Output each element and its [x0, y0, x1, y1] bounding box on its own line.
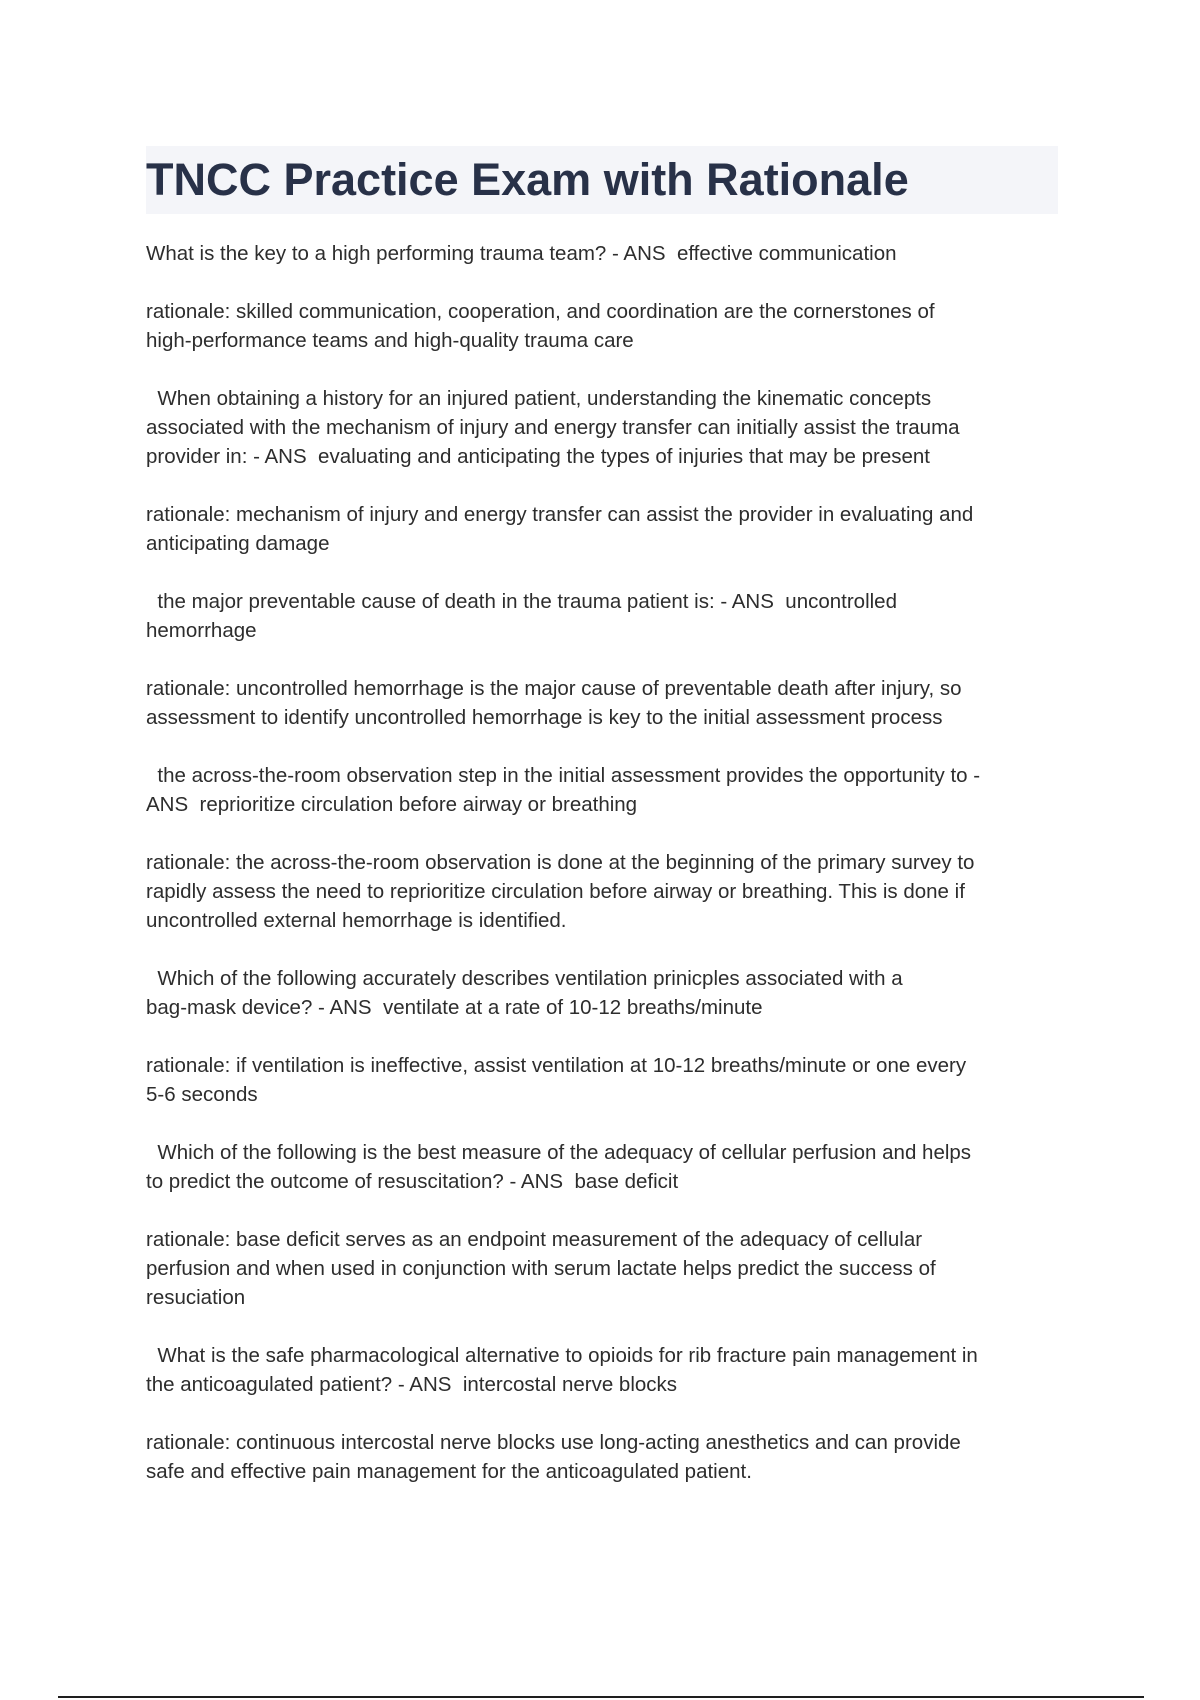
rationale-2: rationale: mechanism of injury and energy transfer can assist the provider in evaluating and anticipating damage [146, 503, 974, 555]
footer-divider [58, 1696, 1144, 1698]
rationale-4: rationale: the across-the-room observation is done at the beginning of the primary survey to rapidly assess the need to reprioritize circulation before airway or breathing. This is done if uncontrolled external hemorrhage is identified. [146, 851, 975, 932]
question-7: What is the safe pharmacological alternative to opioids for rib fracture pain management in the anticoagulated patient? - ANS intercostal nerve blocks [146, 1344, 978, 1396]
question-4: the across-the-room observation step in the initial assessment provides the opportunity to - ANS reprioritize circulation before airway or breathing [146, 764, 981, 816]
question-3: the major preventable cause of death in the trauma patient is: - ANS uncontrolled hemorrhage [146, 590, 897, 642]
rationale-1: rationale: skilled communication, cooperation, and coordination are the cornerstones of high-performance teams and high-quality trauma care [146, 300, 935, 352]
rationale-7: rationale: continuous intercostal nerve blocks use long-acting anesthetics and can provide safe and effective pain management for the anticoagulated patient. [146, 1431, 961, 1483]
question-5: Which of the following accurately describes ventilation prinicples associated with a bag-mask device? - ANS ventilate at a rate of 10-12 breaths/minute [146, 967, 903, 1019]
page-title: TNCC Practice Exam with Rationale [146, 154, 909, 205]
question-1: What is the key to a high performing trauma team? - ANS effective communication [146, 242, 897, 265]
document-body [146, 239, 1066, 1515]
rationale-5: rationale: if ventilation is ineffective, assist ventilation at 10-12 breaths/minute or one every 5-6 seconds [146, 1054, 967, 1106]
rationale-3: rationale: uncontrolled hemorrhage is the major cause of preventable death after injury, so assessment to identify uncontrolled hemorrhage is key to the initial assessment process [146, 677, 962, 729]
question-6: Which of the following is the best measure of the adequacy of cellular perfusion and helps to predict the outcome of resuscitation? - ANS base deficit [146, 1141, 972, 1193]
title-banner [146, 146, 1058, 214]
question-2: When obtaining a history for an injured patient, understanding the kinematic concepts associated with the mechanism of injury and energy transfer can initially assist the trauma provider in: - ANS evaluating and anticipating the types of injuries that may be present [146, 387, 960, 468]
rationale-6: rationale: base deficit serves as an endpoint measurement of the adequacy of cellular perfusion and when used in conjunction with serum lactate helps predict the success of resuciation [146, 1228, 936, 1309]
